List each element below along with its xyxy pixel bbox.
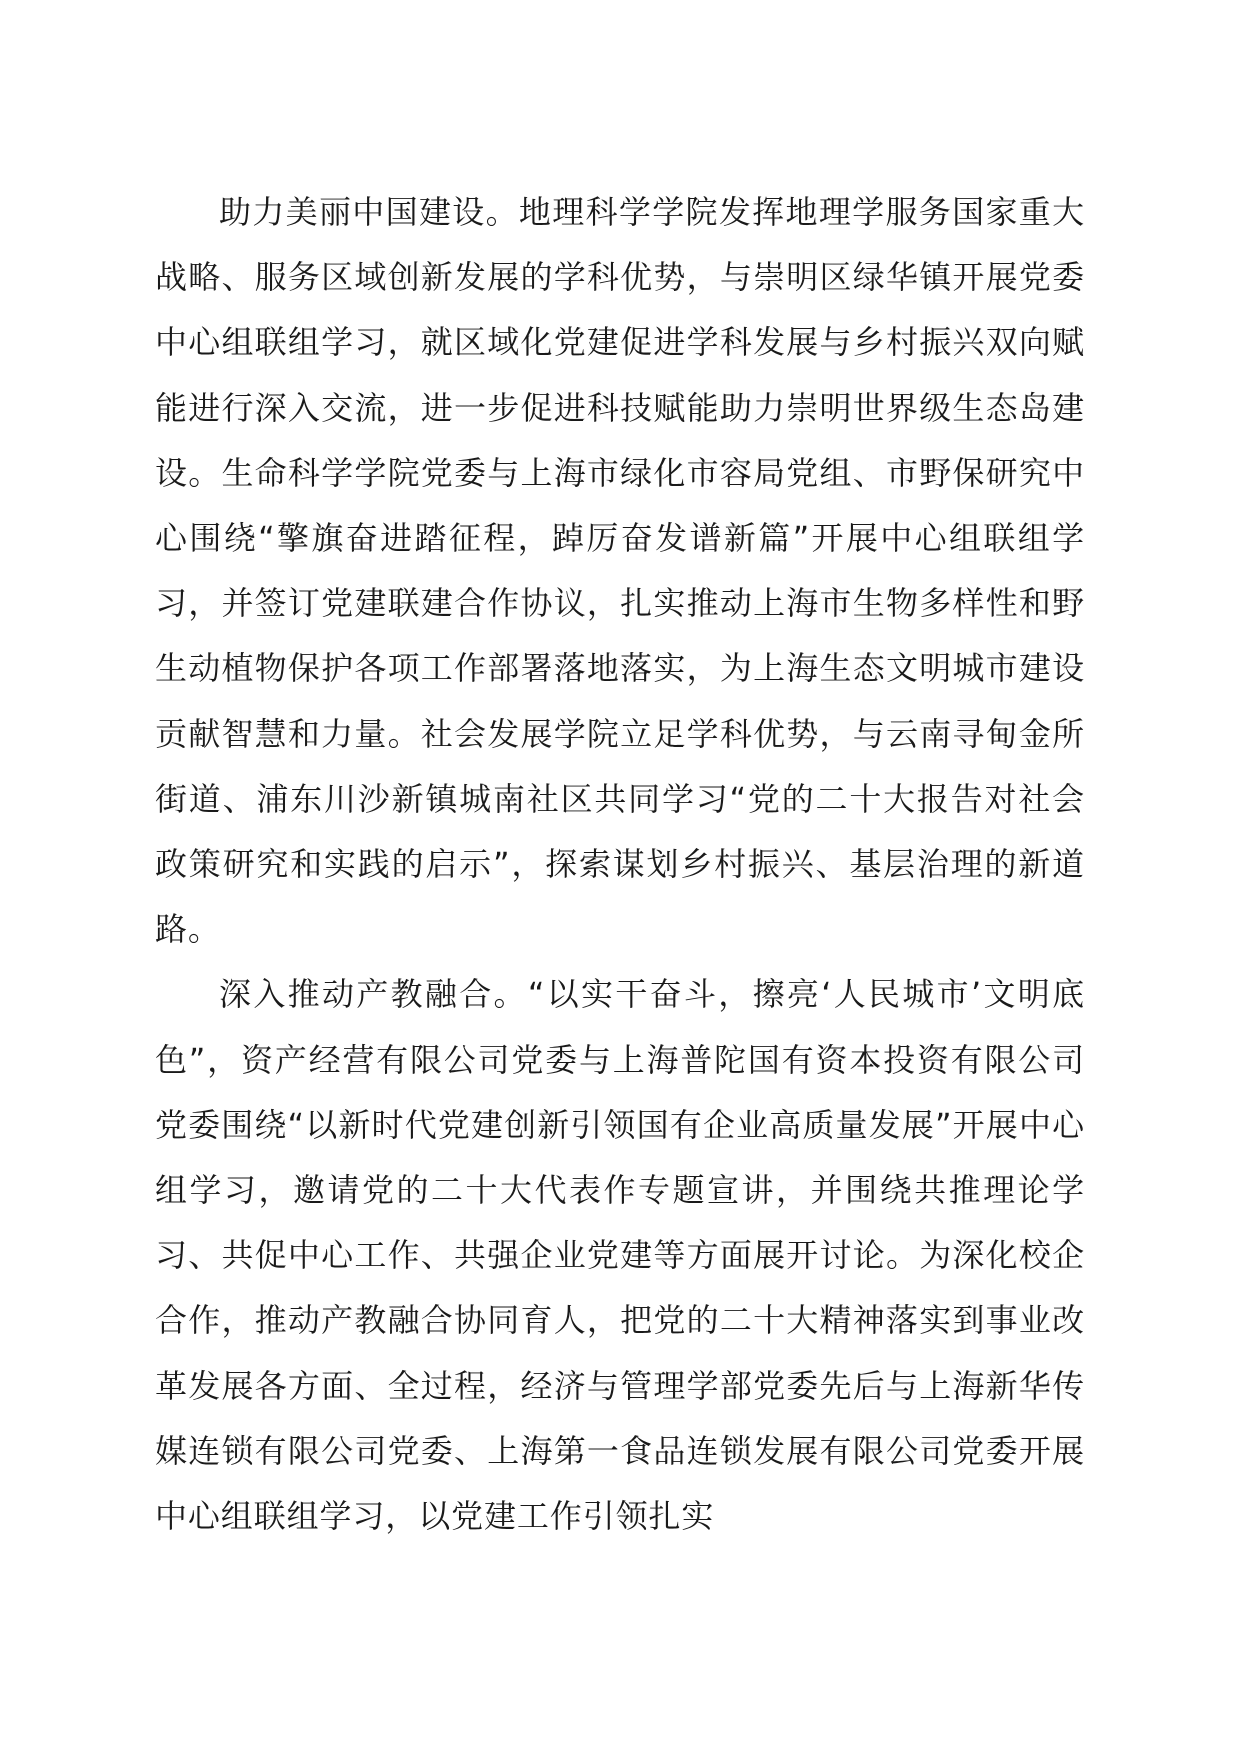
paragraph-lead: 深入推动产教融合。 [219,975,528,1014]
paragraph-text: “以实干奋斗，擦亮‘人民城市’文明底色”，资产经营有限公司党委与上海普陀国有资本投资有限公司党委围绕“以新时代党建创新引领国有企业高质量发展”开展中心组学习，邀请党的二十大代表作专题宣讲，并围绕共推理论学习、共促中心工作、共强企业党建等方面展开讨论。为深化校企合作，推动产教融合协同育人，把党的二十大精神落实到事业改革发展各方面、全过程，经济与管理学部党委先后与上海新华传媒连锁有限公司党委、上海第一食品连锁发展有限公司党委开展中心组联组学习，以党建工作引领扎实 [155,975,1085,1536]
paragraph-beautiful-china [155,180,1085,962]
paragraph-lead: 助力美丽中国建设。 [219,193,519,231]
paragraph-text: 地理科学学院发挥地理学服务国家重大战略、服务区域创新发展的学科优势，与崇明区绿华镇开展党委中心组联组学习，就区域化党建促进学科发展与乡村振兴双向赋能进行深入交流，进一步促进科技赋能助力崇明世界级生态岛建设。生命科学学院党委与上海市绿化市容局党组、市野保研究中心围绕“擎旗奋进踏征程，踔厉奋发谱新篇”开展中心组联组学习，并签订党建联建合作协议，扎实推动上海市生物多样性和野生动植物保护各项工作部署落地落实，为上海生态文明城市建设贡献智慧和力量。社会发展学院立足学科优势，与云南寻甸金所街道、浦东川沙新镇城南社区共同学习“党的二十大报告对社会政策研究和实践的启示”，探索谋划乡村振兴、基层治理的新道路。 [155,193,1085,949]
paragraph-industry-education [155,962,1085,1549]
document-body [155,180,1085,1549]
